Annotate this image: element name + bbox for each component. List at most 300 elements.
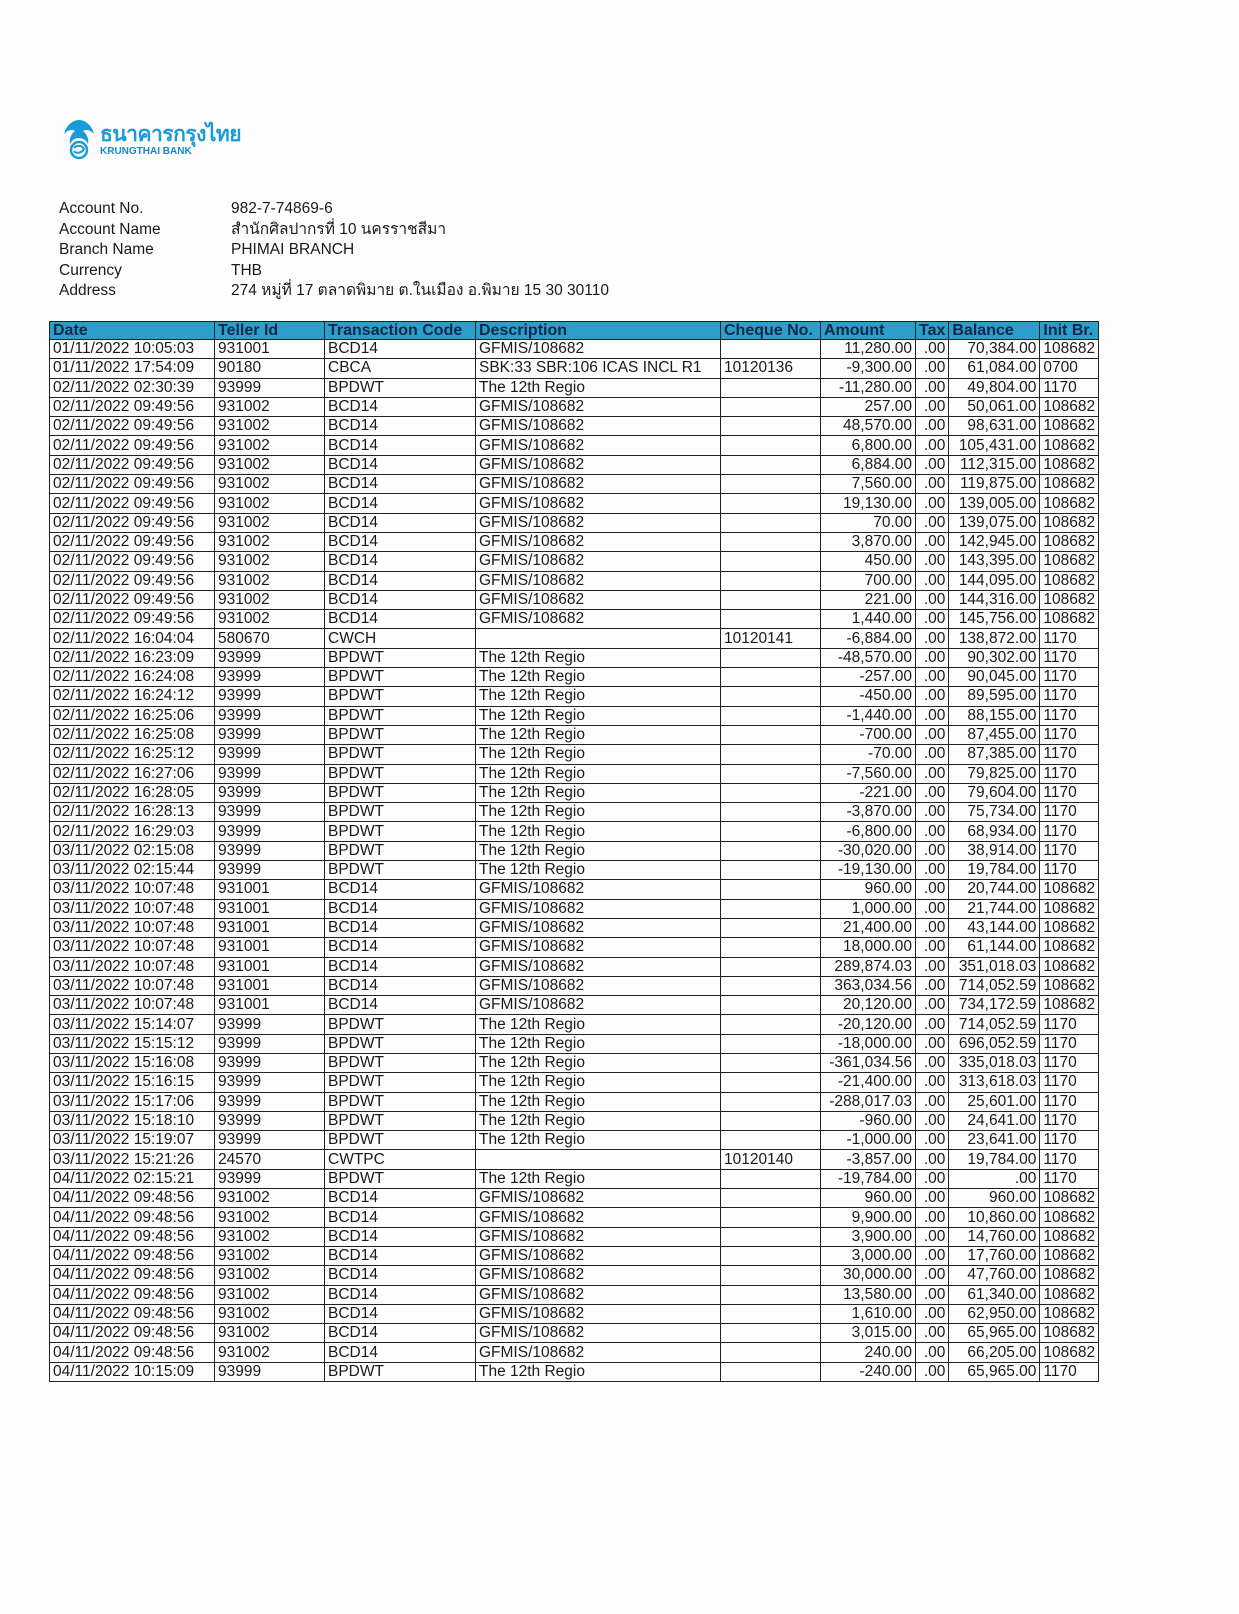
cell-teller-id: 931001 [215,880,325,899]
cell-cheque-no [721,1246,821,1265]
cell-balance: 87,385.00 [949,745,1040,764]
cell-tax: .00 [916,1208,949,1227]
cell-cheque-no [721,996,821,1015]
cell-teller-id: 93999 [215,803,325,822]
cell-description: GFMIS/108682 [476,571,721,590]
cell-amount: 18,000.00 [821,938,916,957]
cell-date: 02/11/2022 09:49:56 [50,590,215,609]
cell-init-br: 1170 [1040,764,1099,783]
cell-transaction-code: BCD14 [325,880,476,899]
cell-teller-id: 931002 [215,475,325,494]
table-row [50,764,1099,783]
table-row [50,803,1099,822]
cell-teller-id: 931002 [215,513,325,532]
cell-tax: .00 [916,668,949,687]
cell-teller-id: 93999 [215,648,325,667]
cell-transaction-code: BPDWT [325,783,476,802]
cell-tax: .00 [916,1266,949,1285]
table-row [50,996,1099,1015]
table-row [50,1208,1099,1227]
cell-tax: .00 [916,475,949,494]
cell-amount: 257.00 [821,397,916,416]
table-row [50,1189,1099,1208]
cell-transaction-code: BPDWT [325,1169,476,1188]
info-label: Currency [59,261,122,279]
cell-teller-id: 931002 [215,436,325,455]
cell-init-br: 108682 [1040,494,1099,513]
cell-amount: -3,857.00 [821,1150,916,1169]
cell-init-br: 108682 [1040,436,1099,455]
table-row [50,668,1099,687]
cell-init-br: 108682 [1040,610,1099,629]
cell-balance: 43,144.00 [949,918,1040,937]
cell-balance: 14,760.00 [949,1227,1040,1246]
cell-balance: 61,340.00 [949,1285,1040,1304]
cell-teller-id: 93999 [215,687,325,706]
table-row [50,378,1099,397]
cell-transaction-code: BPDWT [325,745,476,764]
cell-description: The 12th Regio [476,1034,721,1053]
table-row [50,841,1099,860]
info-label: Branch Name [59,241,154,258]
garuda-emblem-icon [62,118,96,162]
cell-description: The 12th Regio [476,1131,721,1150]
cell-balance: 138,872.00 [949,629,1040,648]
cell-balance: 90,045.00 [949,668,1040,687]
cell-tax: .00 [916,1362,949,1381]
cell-date: 04/11/2022 09:48:56 [50,1246,215,1265]
cell-init-br: 108682 [1040,1324,1099,1343]
cell-amount: 1,000.00 [821,899,916,918]
cell-transaction-code: BCD14 [325,1324,476,1343]
cell-description: The 12th Regio [476,687,721,706]
account-info [59,199,609,302]
cell-amount: -19,130.00 [821,861,916,880]
cell-transaction-code: BCD14 [325,590,476,609]
cell-balance: 143,395.00 [949,552,1040,571]
cell-teller-id: 931002 [215,455,325,474]
cell-amount: 221.00 [821,590,916,609]
cell-date: 02/11/2022 09:49:56 [50,475,215,494]
cell-init-br: 1170 [1040,745,1099,764]
cell-cheque-no [721,1015,821,1034]
cell-tax: .00 [916,1169,949,1188]
cell-teller-id: 93999 [215,668,325,687]
cell-tax: .00 [916,1324,949,1343]
cell-description: GFMIS/108682 [476,1266,721,1285]
cell-teller-id: 931001 [215,976,325,995]
cell-balance: 144,316.00 [949,590,1040,609]
cell-transaction-code: CBCA [325,359,476,378]
cell-date: 03/11/2022 10:07:48 [50,880,215,899]
cell-init-br: 108682 [1040,1208,1099,1227]
cell-transaction-code: BCD14 [325,899,476,918]
cell-init-br: 108682 [1040,397,1099,416]
cell-teller-id: 93999 [215,1092,325,1111]
cell-transaction-code: BCD14 [325,532,476,551]
table-row [50,822,1099,841]
cell-balance: 19,784.00 [949,1150,1040,1169]
cell-cheque-no [721,1208,821,1227]
cell-amount: -1,000.00 [821,1131,916,1150]
cell-tax: .00 [916,976,949,995]
cell-date: 03/11/2022 10:07:48 [50,938,215,957]
cell-tax: .00 [916,1227,949,1246]
cell-description: GFMIS/108682 [476,1343,721,1362]
table-row [50,745,1099,764]
cell-tax: .00 [916,378,949,397]
cell-teller-id: 931001 [215,899,325,918]
cell-init-br: 108682 [1040,417,1099,436]
cell-transaction-code: BCD14 [325,571,476,590]
table-row [50,590,1099,609]
cell-balance: 21,744.00 [949,899,1040,918]
cell-balance: 66,205.00 [949,1343,1040,1362]
cell-tax: .00 [916,822,949,841]
account-info-row [59,261,609,282]
cell-cheque-no [721,1227,821,1246]
cell-description: The 12th Regio [476,764,721,783]
cell-amount: -70.00 [821,745,916,764]
cell-date: 03/11/2022 15:19:07 [50,1131,215,1150]
cell-balance: 68,934.00 [949,822,1040,841]
cell-init-br: 1170 [1040,1073,1099,1092]
cell-teller-id: 931002 [215,532,325,551]
column-header-transaction-code: Transaction Code [325,322,476,340]
cell-amount: 960.00 [821,1189,916,1208]
cell-init-br: 1170 [1040,1362,1099,1381]
cell-balance: 65,965.00 [949,1362,1040,1381]
cell-tax: .00 [916,918,949,937]
cell-transaction-code: BPDWT [325,1073,476,1092]
cell-date: 02/11/2022 16:27:06 [50,764,215,783]
cell-transaction-code: BCD14 [325,475,476,494]
table-row [50,648,1099,667]
cell-teller-id: 931002 [215,1189,325,1208]
cell-tax: .00 [916,1073,949,1092]
cell-amount: 6,884.00 [821,455,916,474]
cell-init-br: 1170 [1040,1034,1099,1053]
cell-date: 02/11/2022 09:49:56 [50,610,215,629]
cell-init-br: 108682 [1040,1246,1099,1265]
cell-balance: 960.00 [949,1189,1040,1208]
info-value: 274 หมู่ที่ 17 ตลาดพิมาย ต.ในเมือง อ.พิมาย 15 30 30110 [231,282,609,299]
cell-tax: .00 [916,1150,949,1169]
cell-amount: -18,000.00 [821,1034,916,1053]
cell-cheque-no [721,822,821,841]
cell-teller-id: 93999 [215,1034,325,1053]
cell-date: 03/11/2022 02:15:44 [50,861,215,880]
cell-cheque-no [721,1343,821,1362]
cell-cheque-no [721,1304,821,1323]
cell-teller-id: 93999 [215,1362,325,1381]
cell-teller-id: 931001 [215,938,325,957]
cell-description: GFMIS/108682 [476,938,721,957]
cell-transaction-code: BPDWT [325,725,476,744]
cell-balance: 50,061.00 [949,397,1040,416]
cell-balance: 79,604.00 [949,783,1040,802]
cell-cheque-no [721,1111,821,1130]
cell-tax: .00 [916,803,949,822]
cell-teller-id: 93999 [215,1111,325,1130]
cell-balance: 112,315.00 [949,455,1040,474]
account-info-row [59,281,609,302]
cell-teller-id: 93999 [215,783,325,802]
cell-transaction-code: BCD14 [325,1189,476,1208]
cell-amount: 363,034.56 [821,976,916,995]
cell-teller-id: 931002 [215,494,325,513]
cell-description: GFMIS/108682 [476,552,721,571]
cell-tax: .00 [916,340,949,359]
table-row [50,687,1099,706]
table-body [50,340,1099,1382]
cell-tax: .00 [916,1304,949,1323]
cell-init-br: 1170 [1040,629,1099,648]
table-row [50,1285,1099,1304]
cell-date: 03/11/2022 15:16:08 [50,1053,215,1072]
cell-cheque-no [721,1073,821,1092]
cell-cheque-no [721,725,821,744]
cell-teller-id: 931001 [215,918,325,937]
cell-balance: 90,302.00 [949,648,1040,667]
cell-description: The 12th Regio [476,378,721,397]
cell-amount: -6,884.00 [821,629,916,648]
cell-description: GFMIS/108682 [476,340,721,359]
cell-description: The 12th Regio [476,1073,721,1092]
cell-teller-id: 93999 [215,1053,325,1072]
cell-transaction-code: BPDWT [325,1131,476,1150]
cell-amount: -6,800.00 [821,822,916,841]
cell-cheque-no [721,590,821,609]
table-row [50,706,1099,725]
table-row [50,552,1099,571]
cell-description: The 12th Regio [476,1362,721,1381]
cell-cheque-no [721,378,821,397]
cell-balance: 10,860.00 [949,1208,1040,1227]
cell-cheque-no [721,803,821,822]
cell-balance: .00 [949,1169,1040,1188]
cell-date: 02/11/2022 09:49:56 [50,494,215,513]
cell-amount: 3,000.00 [821,1246,916,1265]
cell-description: GFMIS/108682 [476,1304,721,1323]
cell-teller-id: 931002 [215,610,325,629]
cell-transaction-code: BPDWT [325,861,476,880]
cell-balance: 17,760.00 [949,1246,1040,1265]
cell-transaction-code: BPDWT [325,841,476,860]
table-row [50,1111,1099,1130]
cell-balance: 61,084.00 [949,359,1040,378]
cell-amount: 289,874.03 [821,957,916,976]
cell-transaction-code: BCD14 [325,996,476,1015]
cell-teller-id: 931002 [215,1266,325,1285]
cell-init-br: 1170 [1040,378,1099,397]
cell-tax: .00 [916,1285,949,1304]
cell-init-br: 108682 [1040,1227,1099,1246]
cell-balance: 119,875.00 [949,475,1040,494]
cell-balance: 98,631.00 [949,417,1040,436]
cell-transaction-code: BPDWT [325,822,476,841]
table-row [50,494,1099,513]
cell-date: 04/11/2022 09:48:56 [50,1304,215,1323]
cell-init-br: 108682 [1040,880,1099,899]
cell-init-br: 108682 [1040,899,1099,918]
table-row [50,1246,1099,1265]
table-row [50,1034,1099,1053]
cell-cheque-no [721,475,821,494]
cell-transaction-code: BPDWT [325,1015,476,1034]
cell-tax: .00 [916,610,949,629]
column-header-teller-id: Teller Id [215,322,325,340]
cell-teller-id: 931002 [215,1324,325,1343]
cell-init-br: 108682 [1040,976,1099,995]
info-value: PHIMAI BRANCH [231,241,355,258]
cell-description: The 12th Regio [476,861,721,880]
cell-init-br: 1170 [1040,1131,1099,1150]
cell-cheque-no [721,783,821,802]
cell-transaction-code: BPDWT [325,803,476,822]
cell-init-br: 1170 [1040,1111,1099,1130]
cell-date: 02/11/2022 16:29:03 [50,822,215,841]
cell-tax: .00 [916,397,949,416]
cell-teller-id: 90180 [215,359,325,378]
cell-transaction-code: BCD14 [325,610,476,629]
table-row [50,610,1099,629]
cell-transaction-code: BPDWT [325,378,476,397]
cell-init-br: 108682 [1040,1304,1099,1323]
cell-cheque-no [721,957,821,976]
cell-cheque-no [721,1285,821,1304]
table-row [50,1169,1099,1188]
cell-amount: 70.00 [821,513,916,532]
cell-cheque-no [721,455,821,474]
cell-transaction-code: BPDWT [325,1111,476,1130]
cell-init-br: 1170 [1040,1092,1099,1111]
info-value: 982-7-74869-6 [231,200,333,217]
cell-description: GFMIS/108682 [476,494,721,513]
cell-tax: .00 [916,880,949,899]
cell-description [476,1150,721,1169]
table-row [50,725,1099,744]
cell-tax: .00 [916,1034,949,1053]
cell-amount: 13,580.00 [821,1285,916,1304]
cell-date: 03/11/2022 15:17:06 [50,1092,215,1111]
cell-amount: 7,560.00 [821,475,916,494]
cell-balance: 714,052.59 [949,1015,1040,1034]
cell-description: GFMIS/108682 [476,899,721,918]
cell-amount: 19,130.00 [821,494,916,513]
cell-balance: 105,431.00 [949,436,1040,455]
column-header-description: Description [476,322,721,340]
cell-date: 03/11/2022 15:21:26 [50,1150,215,1169]
cell-teller-id: 93999 [215,841,325,860]
cell-description: The 12th Regio [476,803,721,822]
cell-tax: .00 [916,841,949,860]
cell-amount: 21,400.00 [821,918,916,937]
cell-teller-id: 931002 [215,1227,325,1246]
cell-cheque-no [721,1169,821,1188]
table-row [50,513,1099,532]
cell-teller-id: 931002 [215,552,325,571]
cell-amount: -19,784.00 [821,1169,916,1188]
cell-balance: 70,384.00 [949,340,1040,359]
cell-date: 01/11/2022 10:05:03 [50,340,215,359]
cell-date: 02/11/2022 16:25:12 [50,745,215,764]
cell-date: 02/11/2022 16:24:12 [50,687,215,706]
cell-cheque-no [721,745,821,764]
cell-date: 03/11/2022 15:14:07 [50,1015,215,1034]
column-header-balance: Balance [949,322,1040,340]
table-row [50,783,1099,802]
cell-transaction-code: BCD14 [325,455,476,474]
info-label: Address [59,282,116,299]
cell-init-br: 1170 [1040,841,1099,860]
cell-init-br: 1170 [1040,1053,1099,1072]
cell-amount: 1,440.00 [821,610,916,629]
cell-init-br: 1170 [1040,783,1099,802]
cell-tax: .00 [916,1053,949,1072]
cell-transaction-code: BCD14 [325,1227,476,1246]
cell-cheque-no [721,494,821,513]
cell-init-br: 108682 [1040,1189,1099,1208]
cell-date: 04/11/2022 10:15:09 [50,1362,215,1381]
table-row [50,1092,1099,1111]
table-row [50,1053,1099,1072]
cell-balance: 145,756.00 [949,610,1040,629]
cell-date: 03/11/2022 10:07:48 [50,996,215,1015]
cell-tax: .00 [916,783,949,802]
cell-tax: .00 [916,436,949,455]
cell-balance: 351,018.03 [949,957,1040,976]
cell-cheque-no [721,417,821,436]
cell-amount: -221.00 [821,783,916,802]
cell-tax: .00 [916,571,949,590]
cell-cheque-no [721,340,821,359]
cell-amount: 20,120.00 [821,996,916,1015]
cell-teller-id: 93999 [215,706,325,725]
cell-description: The 12th Regio [476,706,721,725]
cell-transaction-code: BPDWT [325,1092,476,1111]
cell-tax: .00 [916,957,949,976]
cell-date: 03/11/2022 02:15:08 [50,841,215,860]
cell-amount: -20,120.00 [821,1015,916,1034]
cell-description: GFMIS/108682 [476,417,721,436]
cell-init-br: 1170 [1040,687,1099,706]
cell-amount: 450.00 [821,552,916,571]
cell-teller-id: 93999 [215,378,325,397]
cell-amount: -11,280.00 [821,378,916,397]
cell-description: The 12th Regio [476,745,721,764]
cell-cheque-no [721,861,821,880]
info-label: Account Name [59,220,161,238]
cell-tax: .00 [916,532,949,551]
cell-init-br: 1170 [1040,706,1099,725]
cell-date: 03/11/2022 15:18:10 [50,1111,215,1130]
cell-description: The 12th Regio [476,1092,721,1111]
cell-amount: 11,280.00 [821,340,916,359]
cell-cheque-no [721,938,821,957]
cell-teller-id: 580670 [215,629,325,648]
cell-transaction-code: CWTPC [325,1150,476,1169]
column-header-amount: Amount [821,322,916,340]
cell-date: 02/11/2022 09:49:56 [50,532,215,551]
cell-transaction-code: BPDWT [325,648,476,667]
cell-tax: .00 [916,1111,949,1130]
table-row [50,1304,1099,1323]
cell-teller-id: 93999 [215,764,325,783]
cell-cheque-no [721,1131,821,1150]
transaction-table [49,321,1099,1382]
cell-tax: .00 [916,590,949,609]
